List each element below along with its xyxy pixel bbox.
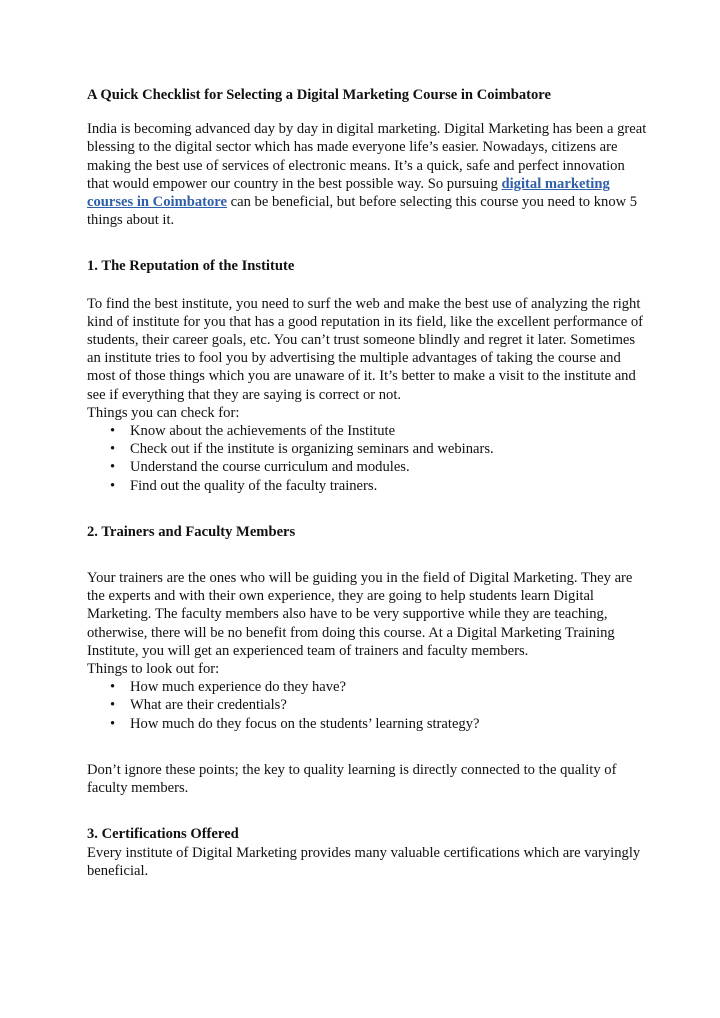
section-2-heading: 2. Trainers and Faculty Members (87, 523, 296, 540)
list-item: • Find out the quality of the faculty trainers. (130, 477, 647, 495)
section-2-body: Your trainers are the ones who will be guiding you in the field of Digital Marketing. They are the experts and with their own experience, they are going to help students learn Digital Marketing. The faculty members also have to be very supportive while they are teaching, otherwise, there will be no benefit from doing this course. At a Digital Marketing Training Institute, you will get an experienced team of trainers and faculty members. (87, 570, 633, 659)
section-2-list-intro: Things to look out for: (87, 661, 220, 678)
section-1-body: To find the best institute, you need to surf the web and make the best use of analyzing the right kind of institute for you that has a good reputation in its field, like the excellent performance of students, their career goals, etc. You can’t trust someone blindly and regret it later. Sometimes an institute tries to fool you by advertising the multiple advantages of taking the course and most of those things which you are unaware of it. It’s better to make a visit to the institute and see if everything that they are saying is correct or not. (87, 295, 644, 403)
courses-link-tail: e (220, 194, 227, 211)
courses-link-text: digital marketing courses in Coimbator (87, 175, 610, 211)
section-1-checklist (87, 422, 647, 495)
list-item: • How much experience do they have? (130, 678, 647, 696)
section-2-checklist (87, 678, 647, 733)
list-item: • What are their credentials? (130, 696, 647, 714)
document-title: A Quick Checklist for Selecting a Digital Marketing Course in Coimbatore (87, 87, 551, 103)
section-1-heading: 1. The Reputation of the Institute (87, 258, 295, 275)
intro-text-after-link: can be beneficial, but before selecting this course you need to know 5 things about it. (87, 194, 638, 229)
section-3-heading: 3. Certifications Offered (87, 826, 239, 843)
list-item: • How much do they focus on the students’ learning strategy? (130, 715, 647, 733)
section-3-body: Every institute of Digital Marketing provides many valuable certifications which are varyingly beneficial. (87, 844, 641, 879)
intro-text-before-link: India is becoming advanced day by day in digital marketing. Digital Marketing has been a great blessing to the digital sector which has made everyone life’s easier. Nowadays, citizens are making the best use of services of electronic means. It’s a quick, safe and perfect innovation that would empower our country in the best possible way. So pursuing (87, 121, 647, 192)
intro-paragraph (87, 120, 647, 229)
list-item: • Understand the course curriculum and modules. (130, 458, 647, 476)
section-1-list-intro: Things you can check for: (87, 404, 240, 421)
list-item: • Know about the achievements of the Institute (130, 422, 647, 440)
document-page (87, 86, 647, 880)
section-2-closing: Don’t ignore these points; the key to quality learning is directly connected to the quality of faculty members. (87, 761, 617, 797)
list-item: • Check out if the institute is organizing seminars and webinars. (130, 440, 647, 458)
